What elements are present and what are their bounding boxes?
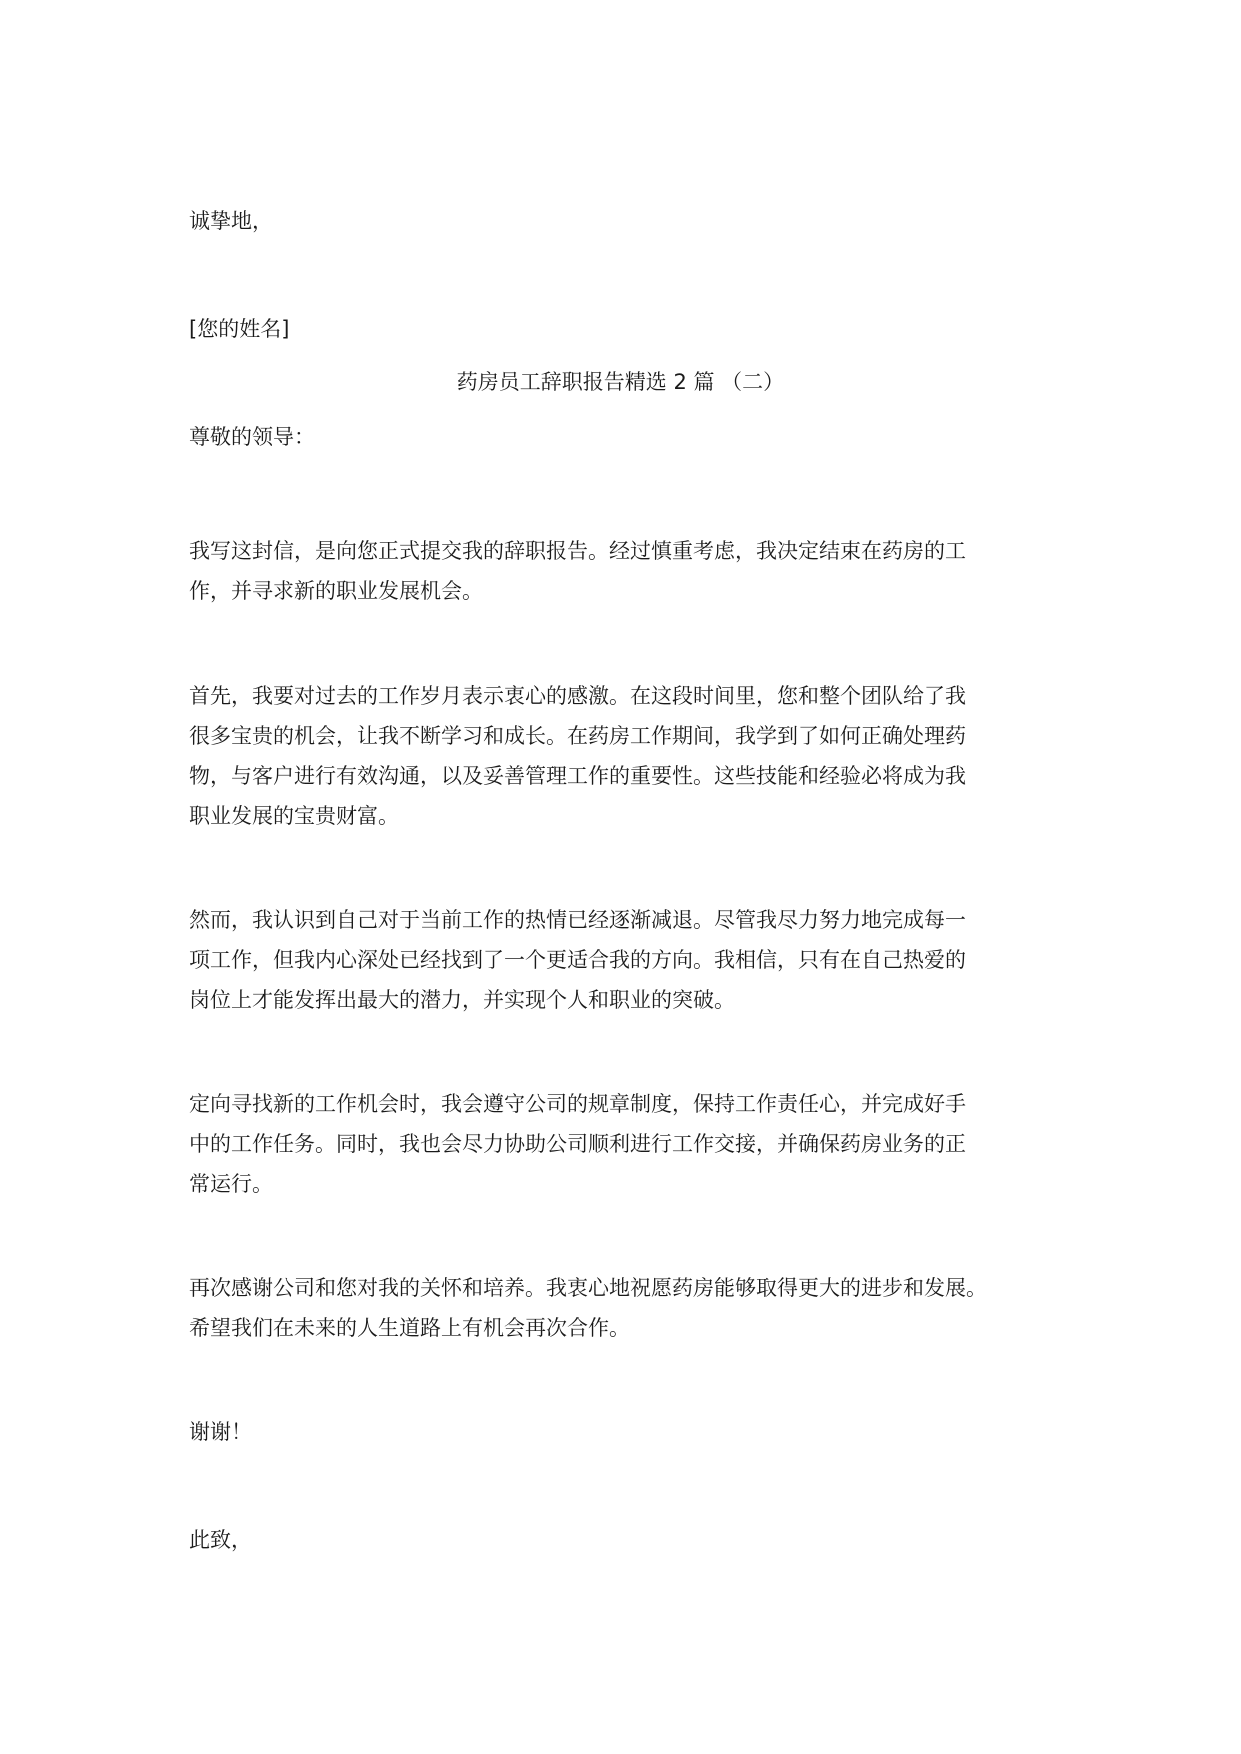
- signature-placeholder: [您的姓名]: [189, 317, 290, 341]
- salutation: 尊敬的领导：: [189, 425, 315, 449]
- paragraph-1: [189, 531, 1069, 611]
- paragraph-line: 我写这封信，是向您正式提交我的辞职报告。经过慎重考虑，我决定结束在药房的工: [189, 539, 966, 563]
- paragraph-2: [189, 676, 1069, 836]
- paragraph-line: 首先，我要对过去的工作岁月表示衷心的感激。在这段时间里，您和整个团队给了我: [189, 684, 966, 708]
- paragraph-line: 中的工作任务。同时，我也会尽力协助公司顺利进行工作交接，并确保药房业务的正: [189, 1132, 966, 1156]
- paragraph-line: 常运行。: [189, 1172, 273, 1196]
- paragraph-line: 定向寻找新的工作机会时，我会遵守公司的规章制度，保持工作责任心，并完成好手: [189, 1092, 966, 1116]
- paragraph-line: 项工作，但我内心深处已经找到了一个更适合我的方向。我相信，只有在自己热爱的: [189, 948, 966, 972]
- document-title: 药房员工辞职报告精选 2 篇 （二）: [456, 370, 785, 394]
- paragraph-line: 岗位上才能发挥出最大的潜力，并实现个人和职业的突破。: [189, 988, 735, 1012]
- paragraph-line: 然而，我认识到自己对于当前工作的热情已经逐渐减退。尽管我尽力努力地完成每一: [189, 908, 966, 932]
- closing-line: 此致，: [189, 1528, 252, 1552]
- paragraph-5: [189, 1268, 1069, 1348]
- paragraph-line: 物，与客户进行有效沟通，以及妥善管理工作的重要性。这些技能和经验必将成为我: [189, 764, 966, 788]
- paragraph-4: [189, 1084, 1069, 1204]
- paragraph-line: 很多宝贵的机会，让我不断学习和成长。在药房工作期间，我学到了如何正确处理药: [189, 724, 966, 748]
- paragraph-line: 作，并寻求新的职业发展机会。: [189, 579, 483, 603]
- thanks-line: 谢谢！: [189, 1420, 252, 1444]
- paragraph-line: 职业发展的宝贵财富。: [189, 804, 399, 828]
- paragraph-line: 再次感谢公司和您对我的关怀和培养。我衷心地祝愿药房能够取得更大的进步和发展。: [189, 1276, 987, 1300]
- paragraph-3: [189, 900, 1069, 1020]
- paragraph-line: 希望我们在未来的人生道路上有机会再次合作。: [189, 1316, 630, 1340]
- closing-previous-letter: 诚挚地，: [189, 209, 273, 233]
